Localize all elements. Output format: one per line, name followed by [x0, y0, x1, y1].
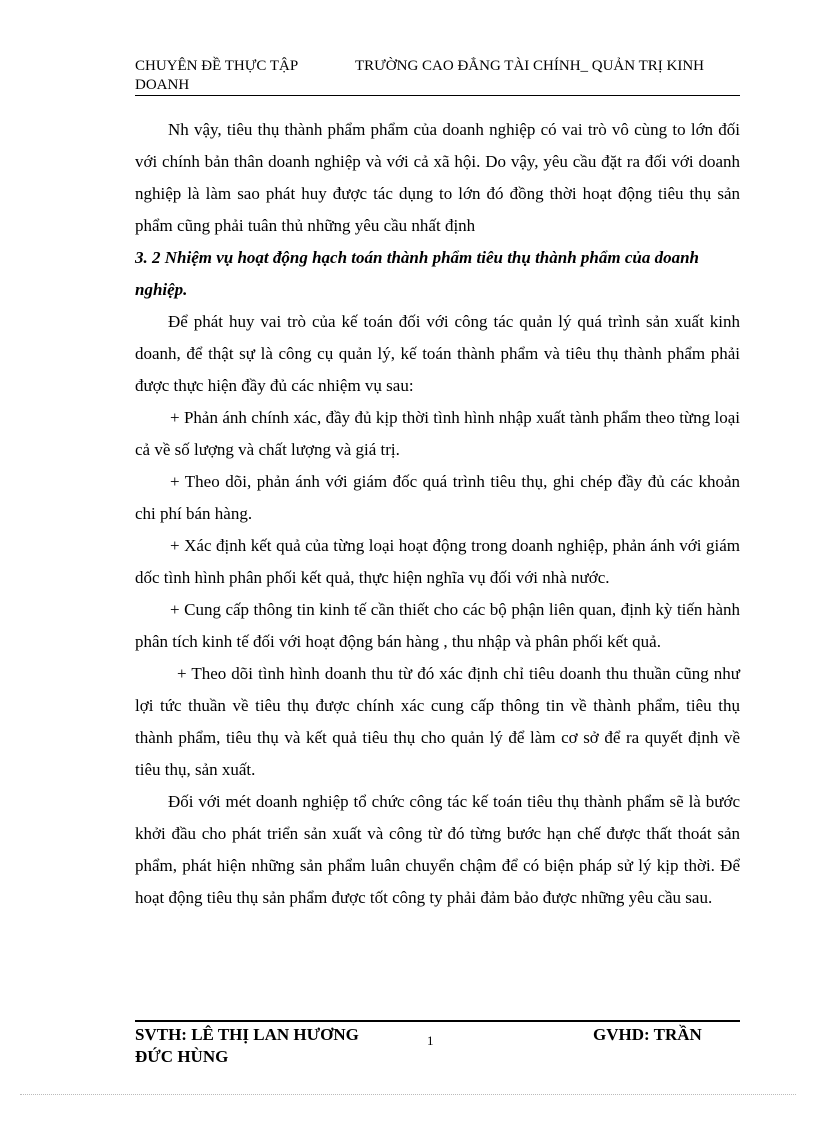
list-item-duty-2: + Theo dõi, phản ánh với giám đốc quá trình tiêu thụ, ghi chép đầy đủ các khoản chi phí bán hàng.: [135, 472, 740, 523]
paragraph-duties-intro: Để phát huy vai trò của kế toán đối với công tác quản lý quá trình sản xuất kinh doanh, để thật sự là công cụ quản lý, kế toán thành phẩm và tiêu thụ thành phẩm phải được thực hiện đầy đủ các nhiệm vụ sau:: [135, 312, 740, 395]
page-bottom-edge: [20, 1094, 796, 1095]
footer-student-name: SVTH: LÊ THỊ LAN HƯƠNG: [135, 1025, 359, 1044]
list-item-duty-3: + Xác định kết quả của từng loại hoạt động trong doanh nghiệp, phản ánh với giám dốc tình hình phân phối kết quả, thực hiện nghĩa vụ đối với nhà nước.: [135, 536, 740, 587]
list-item-duty-5: + Theo dõi tình hình doanh thu từ đó xác định chỉ tiêu doanh thu thuần cũng như lợi tức thuần về tiêu thụ được chính xác cung cấp thông tin về thành phẩm, tiêu thụ thành phẩm, tiêu thụ và kết quả tiêu thụ cho quản lý để làm cơ sở để ra quyết định về tiêu thụ, sản xuất.: [135, 664, 740, 779]
header-report-title: CHUYÊN ĐỀ THỰC TẬP: [135, 58, 299, 74]
section-heading: 3. 2 Nhiệm vụ hoạt động hạch toán thành phẩm tiêu thụ thành phẩm của doanh nghiệp.: [135, 248, 700, 299]
paragraph-conclusion: Đối với mét doanh nghiệp tổ chức công tác kế toán tiêu thụ thành phẩm sẽ là bước khởi đầu cho phát triển sản xuất và công từ đó từng bước hạn chế được thất thoát sản phẩm, phát hiện những sản phẩm luân chuyển chậm để có biện pháp sử lý kịp thời. Để hoạt động tiêu thụ sản phẩm được tốt công ty phải đảm bảo được những yêu cầu sau.: [135, 792, 740, 907]
footer-advisor-name: GVHD: TRẦN: [593, 1025, 702, 1044]
list-item-duty-4: + Cung cấp thông tin kinh tế cần thiết cho các bộ phận liên quan, định kỳ tiến hành phân tích kinh tế đối với hoạt động bán hàng , thu nhập và phân phối kết quả.: [135, 600, 740, 651]
paragraph-intro: Nh vậy, tiêu thụ thành phẩm phẩm của doanh nghiệp có vai trò vô cùng to lớn đối với chính bản thân doanh nghiệp và với cả xã hội. Do vậy, yêu cầu đặt ra đối với doanh nghiệp là làm sao phát huy được tác dụng to lớn đó đồng thời hoạt động tiêu thụ sản phẩm cũng phải tuân thủ những yêu cầu nhất định: [135, 120, 740, 235]
footer-divider: [135, 1020, 740, 1022]
document-body: [135, 114, 740, 914]
page-number: 1: [427, 1033, 434, 1048]
header-school-name: TRƯỜNG CAO ĐẲNG TÀI CHÍNH_ QUẢN TRỊ KINH: [355, 58, 704, 74]
list-item-duty-1: + Phản ánh chính xác, đầy đủ kịp thời tình hình nhập xuất tành phẩm theo từng loại cả về số lượng và chất lượng và giá trị.: [135, 408, 740, 459]
header-school-name-continued: DOANH: [135, 77, 190, 93]
footer-advisor-name-continued: ĐỨC HÙNG: [135, 1047, 229, 1066]
header-divider: [135, 95, 740, 96]
